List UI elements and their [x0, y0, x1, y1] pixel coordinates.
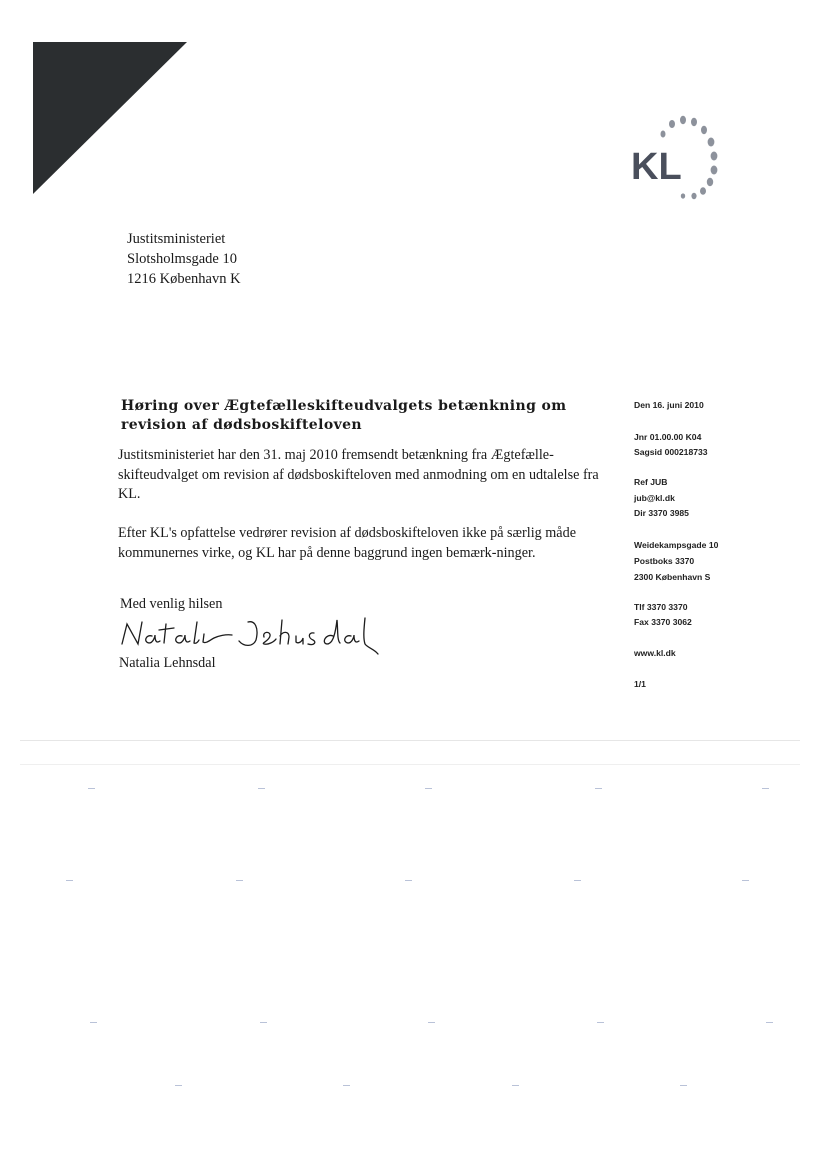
recipient-name: Justitsministeriet	[127, 231, 226, 247]
recipient-street: Slotsholmsgade 10	[127, 251, 237, 267]
fax: Fax 3370 3062	[634, 617, 692, 627]
website: www.kl.dk	[634, 648, 676, 658]
corner-triangle-decoration	[33, 42, 187, 194]
scan-mark	[260, 1022, 267, 1023]
scan-mark	[766, 1022, 773, 1023]
recipient-address	[127, 229, 241, 289]
sender-postbox: Postboks 3370	[634, 556, 695, 566]
recipient-city: 1216 København K	[127, 271, 241, 287]
scan-mark	[574, 880, 581, 881]
scan-mark	[428, 1022, 435, 1023]
sender-street: Weidekampsgade 10	[634, 540, 719, 550]
scan-mark	[175, 1085, 182, 1086]
signer-name: Natalia Lehnsdal	[119, 655, 216, 671]
scan-mark	[66, 880, 73, 881]
scan-mark	[595, 788, 602, 789]
page-number: 1/1	[634, 679, 646, 689]
case-id: Sagsid 000218733	[634, 447, 708, 457]
scan-mark	[680, 1085, 687, 1086]
direct-phone: Dir 3370 3985	[634, 508, 689, 518]
handwritten-signature	[118, 616, 380, 656]
scan-line	[20, 764, 800, 765]
kl-logo	[625, 112, 730, 202]
body-paragraph-2: Efter KL's opfattelse vedrører revision af dødsboskifteloven ikke på særlig måde kommunernes virke, og KL har på denne baggrund ingen bemærk-ninger.	[118, 525, 576, 561]
email: jub@kl.dk	[634, 493, 675, 503]
phone: Tlf 3370 3370	[634, 602, 688, 612]
scan-mark	[742, 880, 749, 881]
scan-mark	[90, 1022, 97, 1023]
sender-city: 2300 København S	[634, 572, 711, 582]
reference: Ref JUB	[634, 477, 668, 487]
closing-greeting: Med venlig hilsen	[120, 596, 223, 612]
scan-mark	[762, 788, 769, 789]
kl-logo-text: KL	[631, 146, 682, 188]
journal-number: Jnr 01.00.00 K04	[634, 432, 702, 442]
scan-mark	[258, 788, 265, 789]
scan-mark	[88, 788, 95, 789]
scan-mark	[425, 788, 432, 789]
scan-mark	[512, 1085, 519, 1086]
scan-mark	[405, 880, 412, 881]
body-paragraph-1: Justitsministeriet har den 31. maj 2010 fremsendt betænkning fra Ægtefælle-skifteudvalget om revision af dødsboskifteloven med anmodning om en udtalelse fra KL.	[118, 447, 599, 502]
scan-mark	[236, 880, 243, 881]
scan-mark	[597, 1022, 604, 1023]
scan-mark	[343, 1085, 350, 1086]
scan-line	[20, 740, 800, 741]
letter-date: Den 16. juni 2010	[634, 400, 704, 410]
letter-subject: Høring over Ægtefælleskifteudvalgets betænkning om revision af dødsboskifteloven	[121, 398, 567, 433]
kl-logo-graphic	[625, 112, 730, 202]
